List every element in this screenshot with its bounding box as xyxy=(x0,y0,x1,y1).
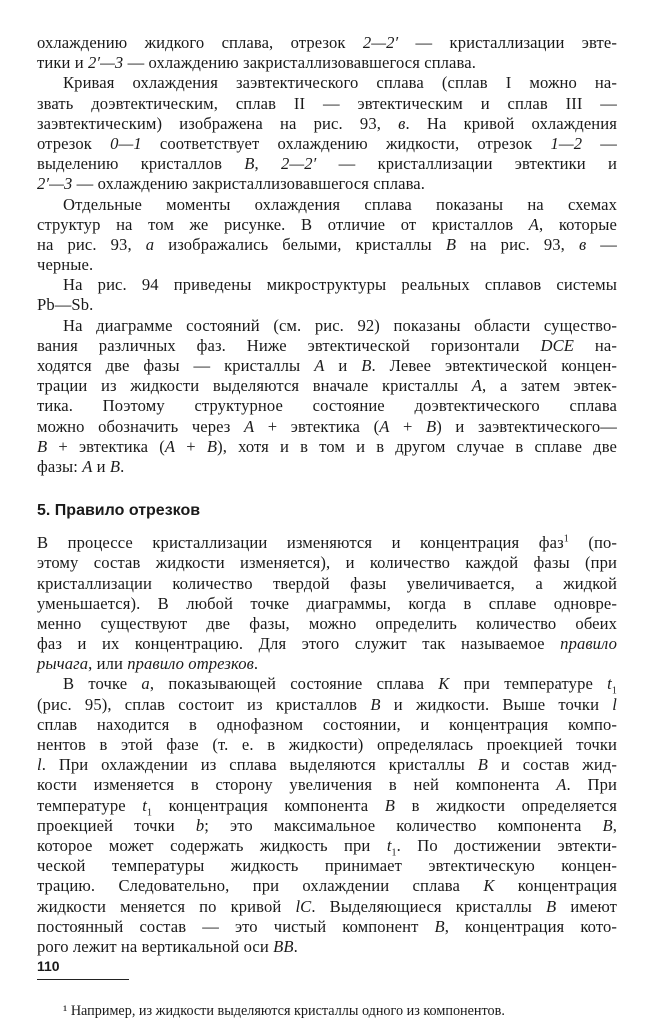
text-line: которое может содержать жидкость при $t_1$. По достижении эвтекти- xyxy=(37,835,617,859)
section-number: 5. xyxy=(37,502,51,520)
text-line: На рис. 94 приведены микроструктуры реальных сплавов системы xyxy=(63,275,617,295)
page-number: 110 xyxy=(37,958,60,974)
text-line: нентов в этой фазе (т. е. в жидкости) определялась проекцией точки xyxy=(37,735,617,754)
text-line: фазы: А и В. xyxy=(37,456,125,476)
text-line: сплав находится в однофазном состоянии, и концентрация компо- xyxy=(37,714,617,734)
text-line: кристаллизации количество твердой фазы увеличивается, а жидкой xyxy=(37,573,617,593)
text-line: тика. Поэтому структурное состояние доэвтектического сплава xyxy=(37,396,617,416)
text-line: В точке а, показывающей состояние сплава К при температуре $t_1$ xyxy=(63,674,617,697)
text-line: рого лежит на вертикальной оси ВВ. xyxy=(37,936,298,956)
text-line: ходятся две фазы — кристаллы А и В. Левее эвтектической концен- xyxy=(37,356,617,375)
footnote-rule xyxy=(37,979,129,980)
text-line: Pb—Sb. xyxy=(37,295,94,315)
text-line: На диаграмме состояний (см. рис. 92) показаны области существо- xyxy=(63,315,617,335)
text-line: на рис. 93, а изображались белыми, кристаллы В на рис. 93, в — xyxy=(37,234,618,254)
text-line: охлаждению жидкого сплава, отрезок 2—2′ — кристаллизации эвте- xyxy=(37,33,617,52)
text-line: В + эвтектика (А + В), хотя и в том и в другом случае в сплаве две xyxy=(37,436,617,456)
text-line: менно существуют две фазы, можно определить количество обеих xyxy=(37,613,617,633)
text-line: можно обозначить через А + эвтектика (А + В) и заэвтектического— xyxy=(37,416,617,436)
text-line: проекцией точки b; это максимальное количество компонента В, xyxy=(37,815,617,835)
footnote xyxy=(37,1002,617,1020)
text-line: трации из жидкости выделяются вначале кристаллы А, а затем эвтек- xyxy=(37,376,617,396)
section-title: Правило отрезков xyxy=(54,502,201,520)
text-line: отрезок 0—1 соответствует охлаждению жидкости, отрезок 1—2 — xyxy=(37,133,617,153)
text-line: температуре $t_1$ концентрация компонента В в жидкости определяется xyxy=(37,795,617,818)
footnote-text: Например, из жидкости выделяются кристаллы одного из компонентов. xyxy=(70,1003,505,1020)
text-line: жидкости меняется по кривой lC. Выделяющиеся кристаллы В имеют xyxy=(37,896,617,916)
footnote-mark: ¹ xyxy=(63,1003,68,1020)
text-line: В процессе кристаллизации изменяются и концентрация фаз$^1$ (по- xyxy=(37,533,617,553)
text-line: заэвтектическим) изображена на рис. 93, в. На кривой охлаждения xyxy=(37,113,617,133)
section-heading xyxy=(37,501,617,521)
text-line: l. При охлаждении из сплава выделяются кристаллы В и состав жид- xyxy=(37,755,618,775)
text-line: фаз и их концентрацию. Для этого служит так называемое правило xyxy=(37,634,617,654)
text-line: (рис. 95), сплав состоит из кристаллов В и жидкости. Выше точки l xyxy=(37,694,617,714)
text-line: уменьшается). В любой точке диаграммы, когда в сплаве одновре- xyxy=(37,593,617,613)
text-line: структур на том же рисунке. В отличие от кристаллов А, которые xyxy=(37,214,618,234)
text-line: этому состав жидкости изменяется), и количество каждой фазы (при xyxy=(37,553,617,573)
text-line: трацию. Следовательно, при охлаждении сплава К концентрация xyxy=(37,876,617,896)
text-line: Кривая охлаждения заэвтектического сплава (сплав I можно на- xyxy=(63,73,617,93)
text-line: постоянный состав — это чистый компонент В, концентрация кото- xyxy=(37,916,617,936)
text-line: 2′—3 — охлаждению закристаллизовавшегося сплава. xyxy=(37,174,425,194)
text-line: черные. xyxy=(37,255,94,275)
text-line: звать доэвтектическим, сплав II — эвтектическим и сплав III — xyxy=(37,93,617,113)
text-line: тики и 2′—3 — охлаждению закристаллизовавшегося сплава. xyxy=(37,53,476,73)
page-body xyxy=(37,33,617,1020)
text-line: кости изменяется в сторону увеличения в ней компонента А. При xyxy=(37,775,617,795)
text-line: вания различных фаз. Ниже эвтектической горизонтали DCE на- xyxy=(37,335,617,355)
text-line: выделению кристаллов В, 2—2′ — кристаллизации эвтектики и xyxy=(37,154,617,174)
text-line: ческой температуры жидкость принимает эвтектическую концен- xyxy=(37,856,617,876)
text-line: рычага, или правило отрезков. xyxy=(37,654,259,674)
text-line: Отдельные моменты охлаждения сплава показаны на схемах xyxy=(63,194,617,214)
